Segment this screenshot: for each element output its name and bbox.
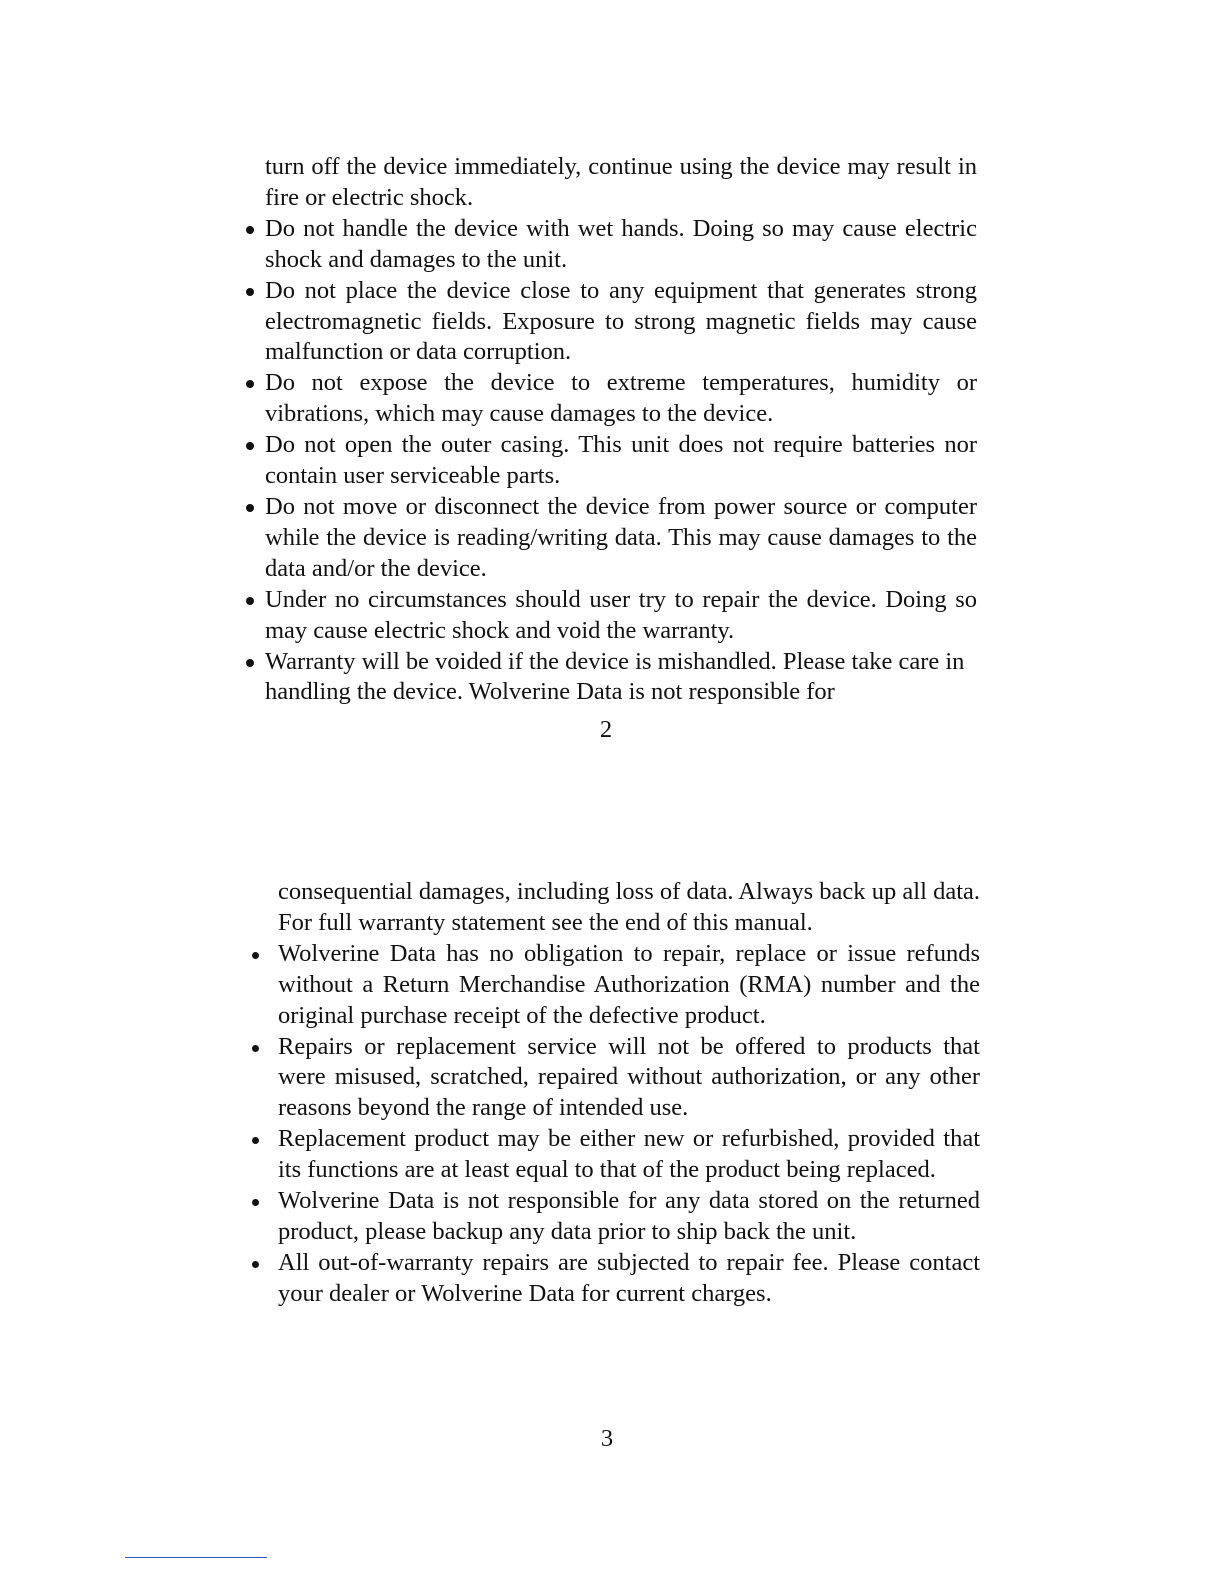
list-item-text: Warranty will be voided if the device is mishandled. Please take care in handling the device. Wolverine Data is not responsible for [265,647,965,706]
list-item [243,585,977,647]
bullet-icon [252,952,259,959]
bullet-icon [252,1261,259,1268]
page-3-content [247,877,980,1310]
bullet-icon [246,659,254,667]
list-item [243,430,977,492]
continuation-paragraph: turn off the device immediately, continue using the device may result in fire or electric shock. [265,153,977,211]
list-item-text: Repairs or replacement service will not be offered to products that were misused, scratched, repaired without authorization, or any other reasons beyond the range of intended use. [278,1032,980,1122]
list-item-text: Do not handle the device with wet hands. Doing so may cause electric shock and damages to the unit. [265,214,977,273]
continuation-paragraph: consequential damages, including loss of data. Always back up all data. For full warranty statement see the end of this manual. [278,878,980,936]
list-item [243,647,977,709]
list-item [243,368,977,430]
bullet-icon [246,226,254,234]
bullet-icon [252,1045,259,1052]
list-item [243,214,977,276]
bullet-icon [246,380,254,388]
list-item-text: Do not expose the device to extreme temperatures, humidity or vibrations, which may cause damages to the device. [265,369,977,428]
list-item [247,939,980,1032]
page-number: 2 [599,716,613,743]
bullet-icon [246,504,254,512]
bullet-icon [246,288,254,296]
list-item-text: Do not place the device close to any equipment that generates strong electromagnetic fields. Exposure to strong magnetic fields may cause malfunction or data corruption. [265,276,977,366]
list-item [247,1124,980,1186]
list-item-text: Do not open the outer casing. This unit does not require batteries nor contain user serviceable parts. [265,431,977,490]
page-2-content [243,152,977,708]
list-item-text: Wolverine Data is not responsible for any data stored on the returned product, please backup any data prior to ship back the unit. [278,1187,980,1245]
list-item [247,1032,980,1125]
list-item-text: Wolverine Data has no obligation to repair, replace or issue refunds without a Return Merchandise Authorization (RMA) number and the original purchase receipt of the defective product. [278,939,980,1029]
page-number: 3 [600,1425,614,1452]
list-item-text: All out-of-warranty repairs are subjected to repair fee. Please contact your dealer or Wolverine Data for current charges. [278,1248,980,1307]
footnote-separator [125,1557,267,1558]
bullet-icon [252,1137,259,1144]
safety-bullet-list [243,214,977,709]
bullet-icon [246,442,254,450]
list-item [247,1248,980,1310]
list-item [243,276,977,369]
list-item-text: Under no circumstances should user try to repair the device. Doing so may cause electric shock and void the warranty. [265,585,977,644]
bullet-icon [246,597,254,605]
list-item-text: Replacement product may be either new or refurbished, provided that its functions are at least equal to that of the product being replaced. [278,1125,980,1184]
list-item [247,1186,980,1248]
bullet-icon [252,1199,259,1206]
warranty-bullet-list [247,939,980,1310]
list-item-text: Do not move or disconnect the device from power source or computer while the device is reading/writing data. This may cause damages to the data and/or the device. [265,492,977,582]
list-item [243,492,977,585]
